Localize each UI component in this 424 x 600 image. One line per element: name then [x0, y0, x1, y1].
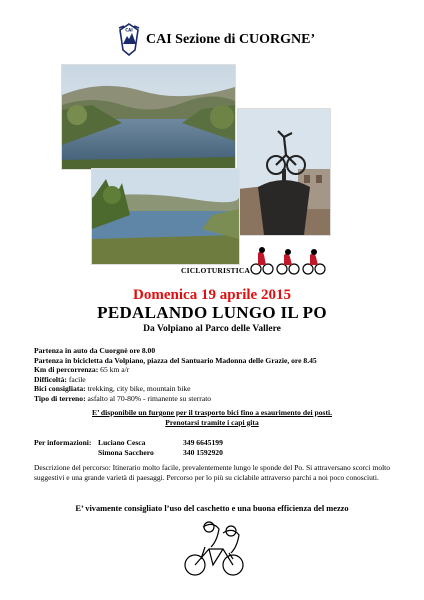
cartoon-cyclist-icon: [183, 519, 251, 577]
difficulty-label: Difficoltà:: [34, 374, 67, 384]
cyclist-sculpture-photo: [237, 108, 331, 236]
cai-emblem-icon: [118, 22, 140, 56]
event-category: CICLOTURISTICA: [181, 266, 251, 275]
river-banks-photo: [91, 168, 240, 265]
terrain-value: asfalto al 70-80% - rimanente su sterrato: [87, 393, 212, 403]
event-date: Domenica 19 aprile 2015: [133, 287, 291, 303]
terrain-label: Tipo di terreno:: [34, 393, 86, 403]
departure-bike: Partenza in bicicletta da Volpiano, piazza del Santuario Madonna delle Grazie, ore 8.45: [34, 355, 317, 365]
event-subtitle: Da Volpiano al Parco delle Vallere: [143, 324, 281, 334]
notice-line2: Prenotarsi tramite i capi gita: [165, 417, 259, 427]
contact-phone: 340 1592920: [183, 448, 223, 457]
bike-label: Bici consigliata:: [34, 384, 86, 394]
contact-row: [34, 438, 223, 448]
difficulty-value: facile: [68, 374, 86, 384]
contacts: [34, 438, 223, 458]
contact-row: [34, 448, 223, 458]
distance-value: 65 km a/r: [100, 365, 130, 375]
event-title: PEDALANDO LUNGO IL PO: [97, 303, 327, 322]
bike-row: [34, 384, 404, 394]
river-panorama-photo: [61, 64, 236, 170]
contacts-label: Per informazioni:: [34, 438, 92, 447]
event-details: [34, 346, 404, 404]
notice-line1: E’ disponibile un furgone per il trasporto bici fino a esaurimento dei posti.: [92, 408, 332, 417]
contact-name: Luciano Cesca: [98, 438, 146, 447]
terrain-row: [34, 394, 404, 404]
bike-value: trekking, city bike, mountain bike: [87, 384, 191, 394]
distance-label: Km di percorrenza:: [34, 365, 99, 375]
club-name: CAI Sezione di CUORGNE’: [146, 32, 316, 47]
cyclists-icon: [250, 245, 330, 275]
route-description: Descrizione del percorso: Itinerario molto facile, prevalentemente lungo le sponde del Po. Si attraversano scorci molto suggestivi e una grande varietà di paesaggi. Percorso per lo più su ciclabile attraverso parchi a noi poco conosciuti.: [34, 463, 390, 482]
departure-car: Partenza in auto da Cuorgnè ore 8.00: [34, 346, 156, 355]
transport-notice: [34, 408, 390, 427]
distance-row: [34, 365, 404, 375]
contact-phone: 349 6645199: [183, 438, 223, 447]
contact-name: Simona Sacchero: [98, 448, 154, 457]
difficulty-row: [34, 375, 404, 385]
svg-text:CAI: CAI: [125, 27, 133, 33]
safety-advice: E’ vivamente consigliato l’uso del caschetto e una buona efficienza del mezzo: [75, 504, 349, 513]
